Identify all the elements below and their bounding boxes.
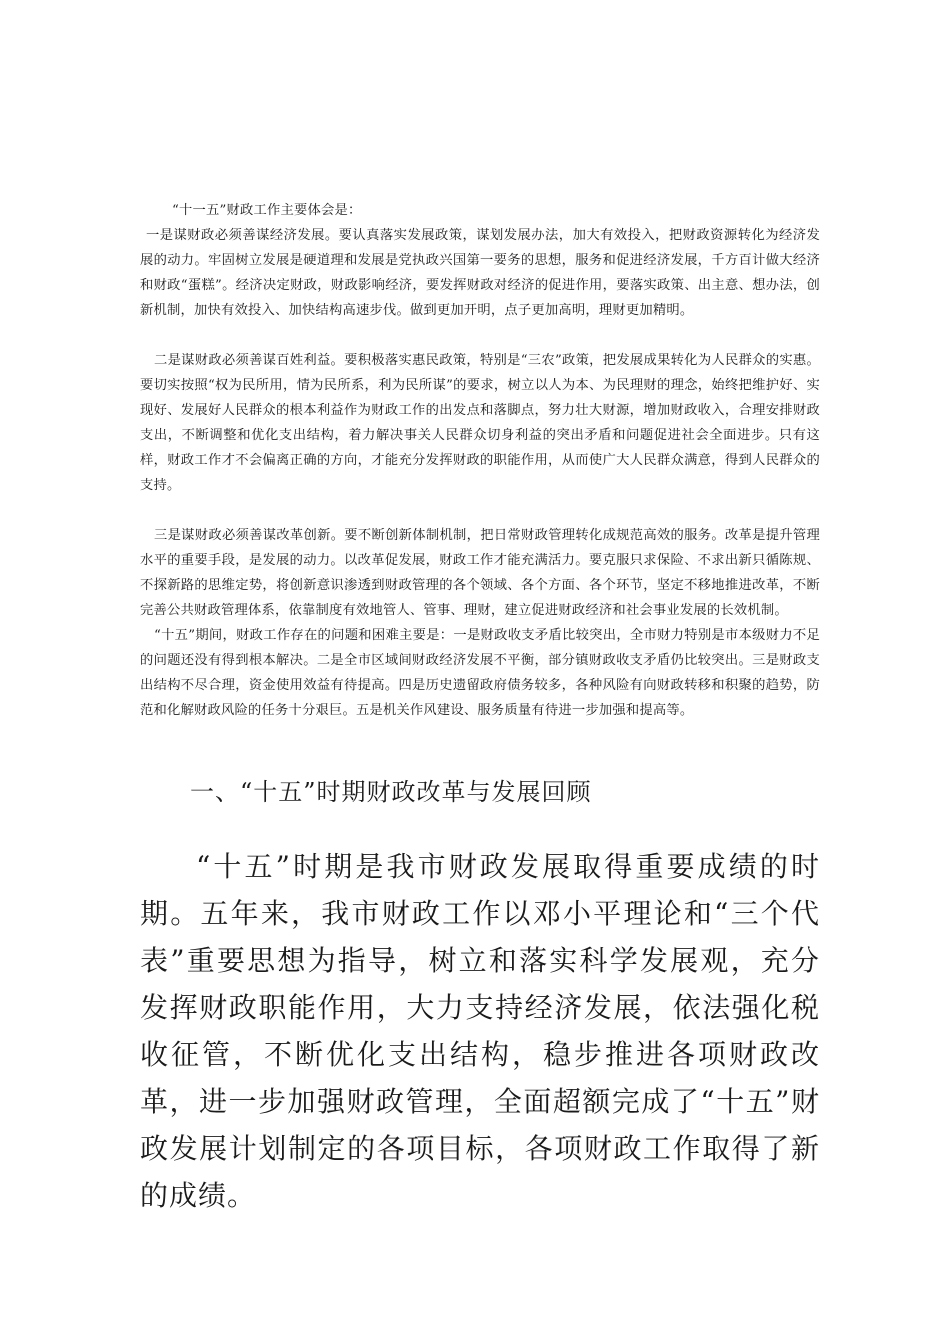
paragraph-public-interest: 二是谋财政必须善谋百姓利益。要积极落实惠民政策，特别是“三农”政策，把发展成果转化为人民群众的实惠。要切实按照“权为民所用，情为民所系，利为民所谋”的要求，树立以人为本、为民理财的理念，始终把维护好、实现好、发展好人民群众的根本利益作为财政工作的出发点和落脚点，努力壮大财源，增加财政收入，合理安排财政支出，不断调整和优化支出结构，着力解决事关人民群众切身利益的突出矛盾和问题促进社会全面进步。只有这样，财政工作才不会偏离正确的方向，才能充分发挥财政的职能作用，从而使广大人民群众满意，得到人民群众的支持。 [140, 353, 820, 493]
intro-line: “十一五”财政工作主要体会是： [172, 203, 362, 218]
paragraph-problems: “十五”期间，财政工作存在的问题和困难主要是：一是财政收支矛盾比较突出，全市财力特别是市本级财力不足的问题还没有得到根本解决。二是全市区域间财政经济发展不平衡，部分镇财政收支矛盾仍比较突出。三是财政支出结构不尽合理，资金使用效益有待提高。四是历史遗留政府债务较多，各种风险有向财政转移和积聚的趋势，防范和化解财政风险的任务十分艰巨。五是机关作风建设、服务质量有待进一步加强和提高等。 [140, 628, 820, 718]
paragraph-reform-innovation: 三是谋财政必须善谋改革创新。要不断创新体制机制，把日常财政管理转化成规范高效的服务。改革是提升管理水平的重要手段，是发展的动力。以改革促发展，财政工作才能充满活力。要克服只求保险、不求出新只循陈规、不探新路的思维定势，将创新意识渗透到财政管理的各个领域、各个方面、各个环节，坚定不移地推进改革，不断完善公共财政管理体系，依靠制度有效地管人、管事、理财，建立促进财政经济和社会事业发展的长效机制。 [140, 528, 820, 618]
paragraph-economic-development: 一是谋财政必须善谋经济发展。要认真落实发展政策，谋划发展办法，加大有效投入，把财政资源转化为经济发展的动力。牢固树立发展是硬道理和发展是党执政兴国第一要务的思想，服务和促进经济发展，千方百计做大经济和财政“蛋糕”。经济决定财政，财政影响经济，要发挥财政对经济的促进作用，要落实政策、出主意、想办法，创新机制，加快有效投入、加快结构高速步伐。做到更加开明，点子更加高明，理财更加精明。 [140, 228, 820, 318]
section-heading: 一、“十五”时期财政改革与发展回顾 [190, 778, 592, 806]
paragraph-review: “十五”时期是我市财政发展取得重要成绩的时期。五年来，我市财政工作以邓小平理论和“三个代表”重要思想为指导，树立和落实科学发展观，充分发挥财政职能作用，大力支持经济发展，依法强化税收征管，不断优化支出结构，稳步推进各项财政改革，进一步加强财政管理，全面超额完成了“十五”财政发展计划制定的各项目标，各项财政工作取得了新的成绩。 [140, 850, 820, 1212]
